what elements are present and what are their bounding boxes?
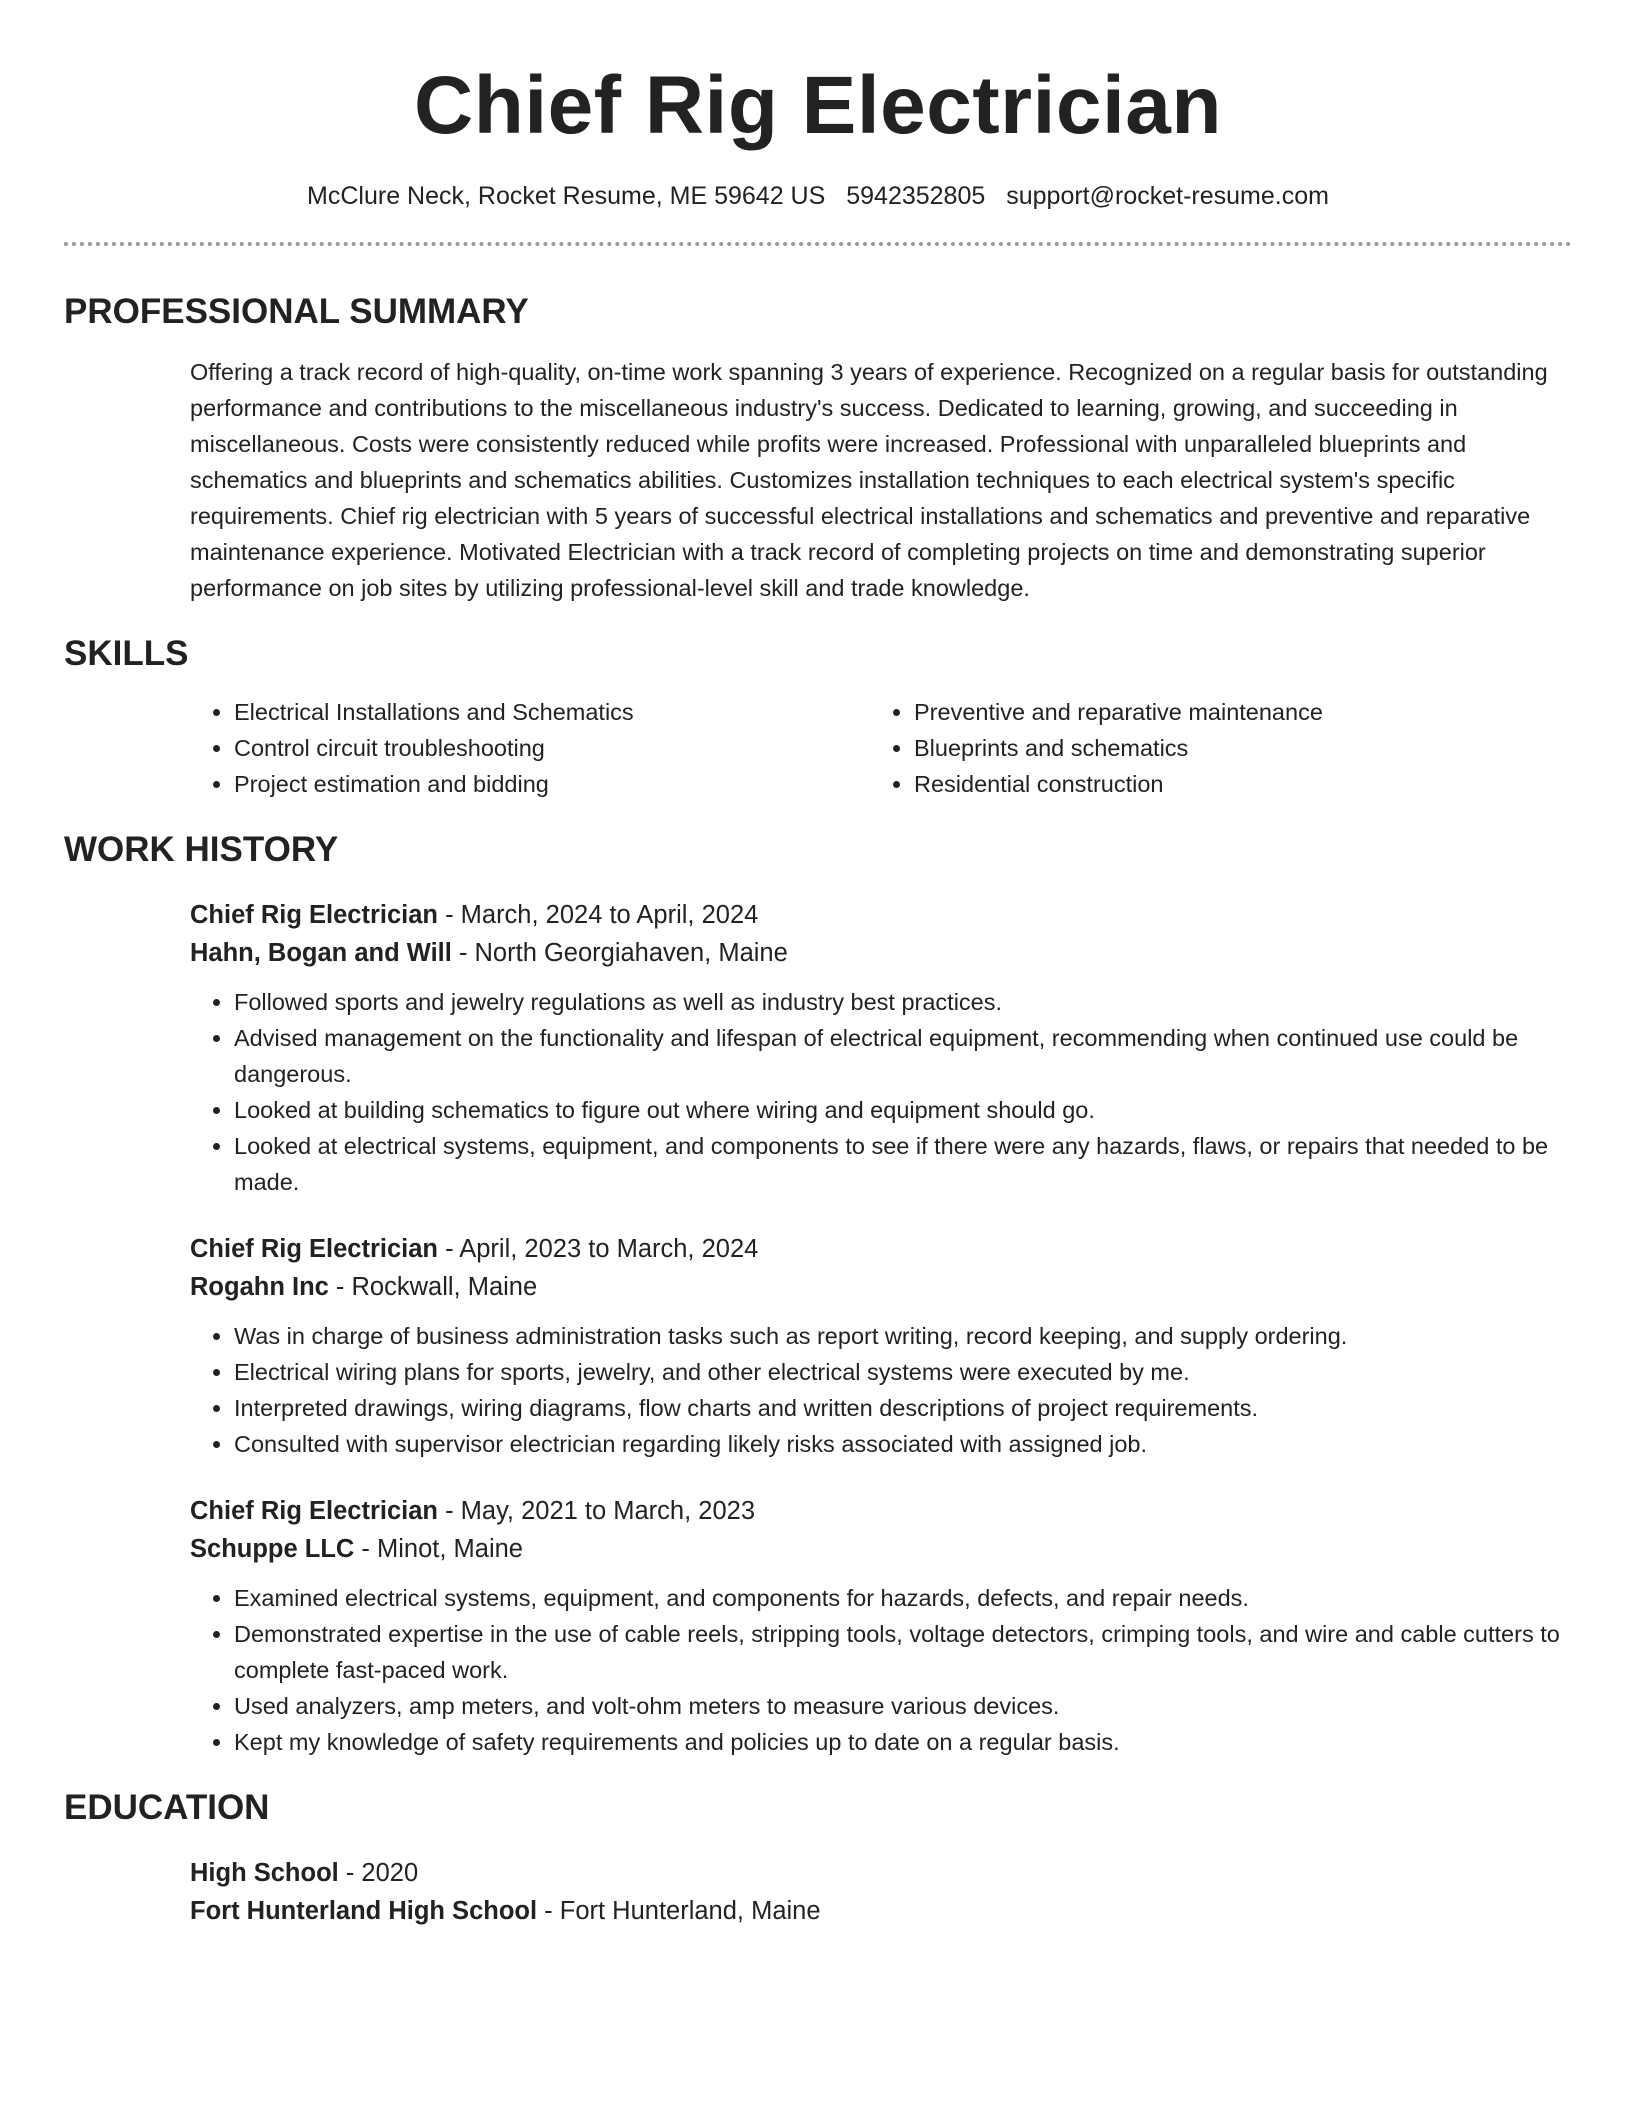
skills-section: [64, 632, 1572, 802]
skill-item: • Preventive and reparative maintenance: [914, 694, 1550, 730]
summary-section: [64, 290, 1572, 606]
summary-text: Offering a track record of high-quality, on-time work spanning 3 years of experience. Recognized on a regular basis for outstanding performance and contributions to the miscellaneous industry's success. Dedicated to learning, growing, and succeeding in miscellaneous. Costs were consistently reduced while profits were increased. Professional with unparalleled blueprints and schematics and blueprints and schematics abilities. Customizes installation techniques to each electrical system's specific requirements. Chief rig electrician with 5 years of successful electrical installations and schematics and preventive and reparative maintenance experience. Motivated Electrician with a track record of completing projects on time and demonstrating superior performance on job sites by utilizing professional-level skill and trade knowledge.: [190, 359, 1548, 601]
contact-line: [64, 180, 1572, 212]
job-company-line: [190, 934, 1572, 972]
job-duty: • Was in charge of business administration tasks such as report writing, record keeping, and supply ordering.: [234, 1318, 1572, 1354]
job-role: Chief Rig Electrician: [190, 1235, 438, 1263]
job-title-line: [190, 1492, 1572, 1530]
job-duties: [190, 1318, 1572, 1462]
job-duty: • Demonstrated expertise in the use of cable reels, stripping tools, voltage detectors, crimping tools, and wire and cable cutters to complete fast-paced work.: [234, 1616, 1572, 1688]
education-heading: EDUCATION: [64, 1788, 270, 1827]
job-company-line: [190, 1268, 1572, 1306]
job-location: - Rockwall, Maine: [328, 1273, 538, 1301]
skill-item: • Residential construction: [914, 766, 1550, 802]
skills-column-left: [190, 694, 870, 802]
job-location: - Minot, Maine: [354, 1535, 523, 1563]
job-role: Chief Rig Electrician: [190, 1497, 438, 1525]
summary-heading: PROFESSIONAL SUMMARY: [64, 292, 529, 331]
job-company: Schuppe LLC: [190, 1535, 355, 1563]
job-duty: • Looked at electrical systems, equipment, and components to see if there were any hazards, flaws, or repairs that needed to be made.: [234, 1128, 1572, 1200]
job-dates: - April, 2023 to March, 2024: [437, 1235, 759, 1263]
contact-address: McClure Neck, Rocket Resume, ME 59642 US: [307, 182, 826, 210]
job-company: Rogahn Inc: [190, 1273, 329, 1301]
work-history-section: [64, 828, 1572, 1760]
job-duty: • Followed sports and jewelry regulations as well as industry best practices.: [234, 984, 1572, 1020]
job-dates: - March, 2024 to April, 2024: [437, 901, 759, 929]
job-duty: • Advised management on the functionality and lifespan of electrical equipment, recommending when continued use could be dangerous.: [234, 1020, 1572, 1092]
header-divider: [64, 242, 1572, 246]
education-degree: High School: [190, 1859, 339, 1887]
education-section: [64, 1786, 1572, 1930]
job-duty: • Looked at building schematics to figure out where wiring and equipment should go.: [234, 1092, 1572, 1128]
job-location: - North Georgiahaven, Maine: [451, 939, 788, 967]
job-title-line: [190, 1230, 1572, 1268]
skill-item: • Project estimation and bidding: [234, 766, 870, 802]
job-duties: [190, 1580, 1572, 1760]
education-location: - Fort Hunterland, Maine: [537, 1897, 821, 1925]
job-title-line: [190, 896, 1572, 934]
education-degree-line: [190, 1854, 1572, 1892]
candidate-name: Chief Rig Electrician: [414, 60, 1222, 151]
contact-phone: 5942352805: [846, 182, 986, 210]
education-school: Fort Hunterland High School: [190, 1897, 538, 1925]
job-role: Chief Rig Electrician: [190, 901, 438, 929]
job-dates: - May, 2021 to March, 2023: [437, 1497, 756, 1525]
job-duty: • Kept my knowledge of safety requirements and policies up to date on a regular basis.: [234, 1724, 1572, 1760]
resume-page: [64, 0, 1572, 1930]
job-entry: [190, 1492, 1572, 1760]
education-year: - 2020: [338, 1859, 419, 1887]
skills-grid: [190, 694, 1572, 802]
job-company: Hahn, Bogan and Will: [190, 939, 452, 967]
skills-column-right: [870, 694, 1550, 802]
work-history-heading: WORK HISTORY: [64, 830, 339, 869]
contact-email: support@rocket-resume.com: [1006, 182, 1329, 210]
skill-item: • Control circuit troubleshooting: [234, 730, 870, 766]
job-duty: • Interpreted drawings, wiring diagrams, flow charts and written descriptions of project requirements.: [234, 1390, 1572, 1426]
job-entry: [190, 896, 1572, 1200]
job-duty: • Consulted with supervisor electrician regarding likely risks associated with assigned job.: [234, 1426, 1572, 1462]
education-school-line: [190, 1892, 1572, 1930]
job-duty: • Electrical wiring plans for sports, jewelry, and other electrical systems were executed by me.: [234, 1354, 1572, 1390]
job-company-line: [190, 1530, 1572, 1568]
skill-item: • Blueprints and schematics: [914, 730, 1550, 766]
job-duties: [190, 984, 1572, 1200]
job-entry: [190, 1230, 1572, 1462]
skills-heading: SKILLS: [64, 634, 189, 673]
education-entry: [190, 1854, 1572, 1930]
job-duty: • Used analyzers, amp meters, and volt-ohm meters to measure various devices.: [234, 1688, 1572, 1724]
skill-item: • Electrical Installations and Schematics: [234, 694, 870, 730]
job-duty: • Examined electrical systems, equipment, and components for hazards, defects, and repair needs.: [234, 1580, 1572, 1616]
